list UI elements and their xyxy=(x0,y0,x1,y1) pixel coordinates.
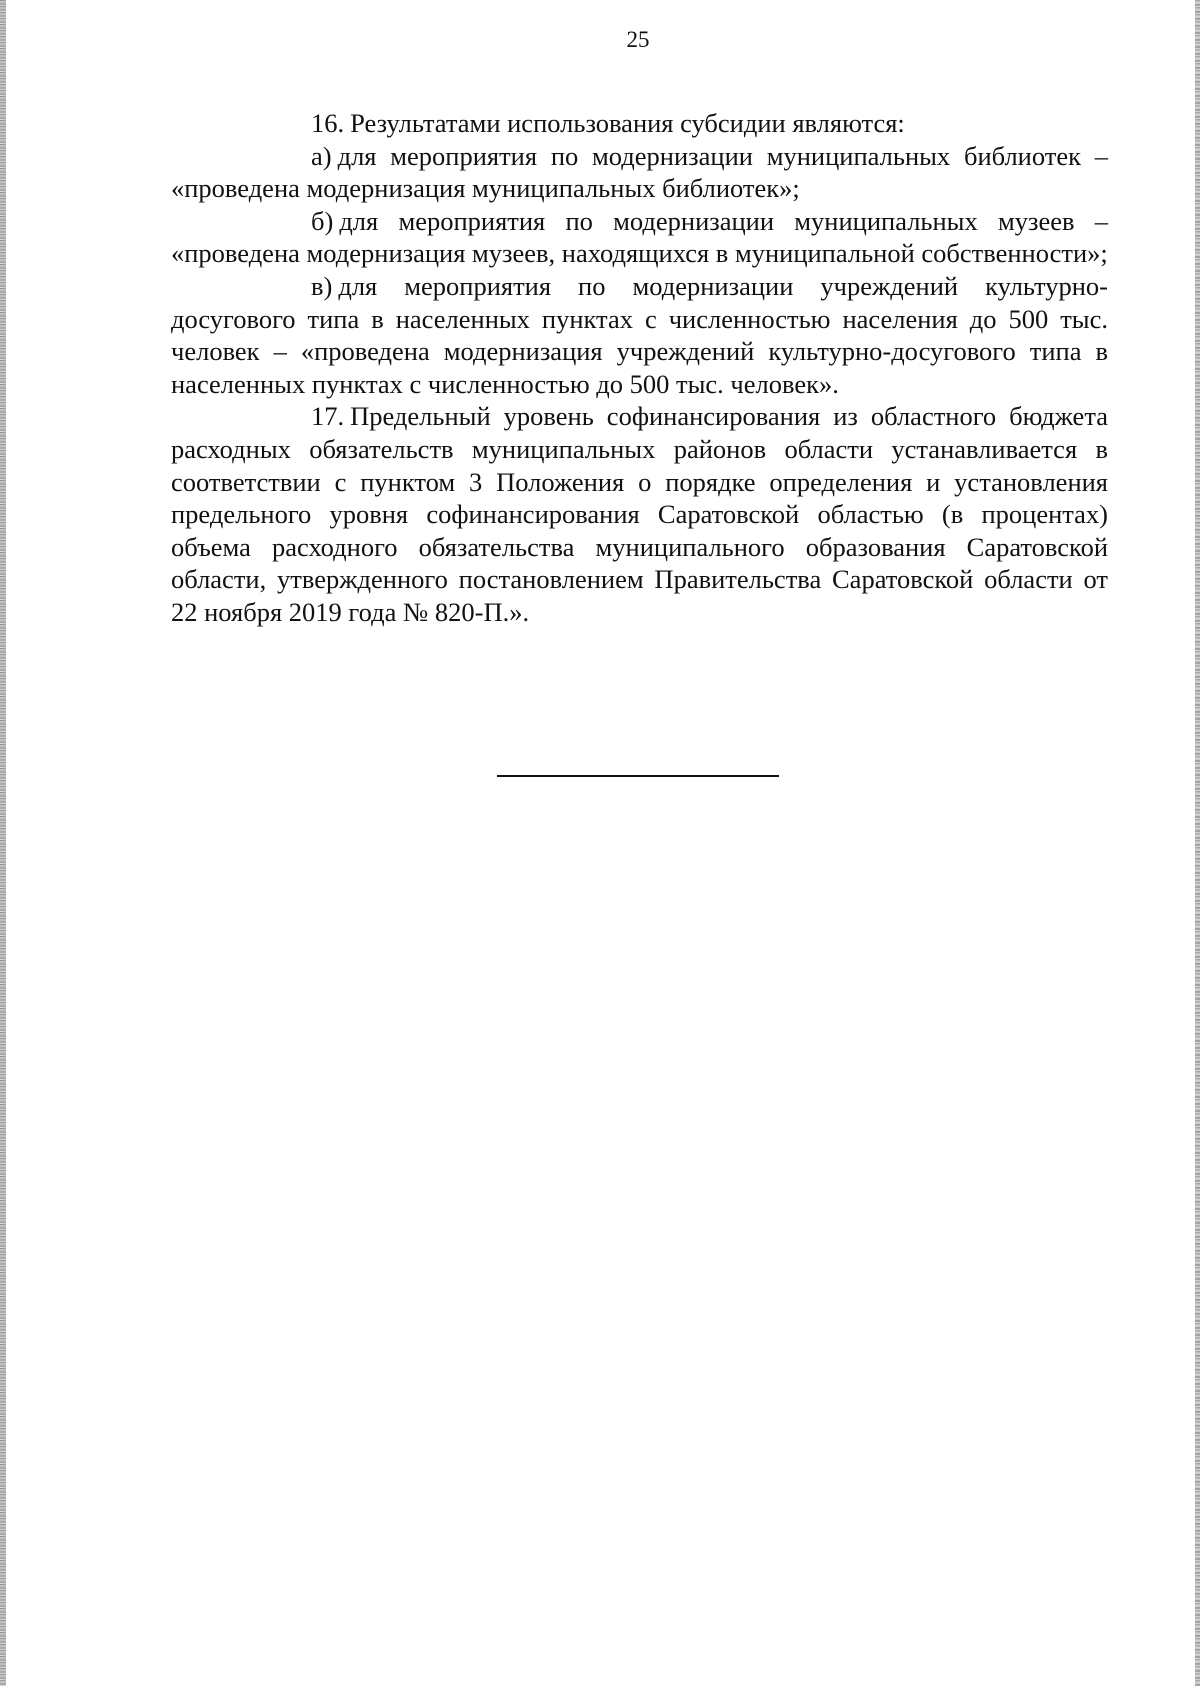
closing-divider-line xyxy=(497,775,779,777)
scan-edge-left xyxy=(0,0,6,1686)
item-label: а) xyxy=(311,140,332,171)
item-text: для мероприятия по модернизации учреждений культурно-досугового типа в населенных пунктах с численностью населения до 500 тыс. человек – «проведена модернизация учреждений культурно-досугового типа в населенных пунктах с численностью до 500 тыс. человек». xyxy=(171,270,1108,399)
paragraph-17 xyxy=(171,400,1108,628)
item-label: б) xyxy=(311,205,334,236)
paragraph-text: Результатами использования субсидии являются: xyxy=(350,108,905,138)
paragraph-item-a xyxy=(171,140,1108,205)
item-label: в) xyxy=(311,270,333,301)
scan-edge-right xyxy=(1195,0,1200,1686)
page-number: 25 xyxy=(626,27,650,52)
paragraph-16 xyxy=(171,107,1108,140)
paragraph-text: Предельный уровень софинансирования из областного бюджета расходных обязательств муниципальных районов области устанавливается в соответствии с пунктом 3 Положения о порядке определения и установления предельного уровня софинансирования Саратовской областью (в процентах) объема расходного обязательства муниципального образования Саратовской области, утвержденного постановлением Правительства Саратовской области от 22 ноября 2019 года № 820-П.». xyxy=(171,401,1108,627)
item-text: для мероприятия по модернизации муниципальных музеев – «проведена модернизация музеев, находящихся в муниципальной собственности»; xyxy=(171,205,1108,269)
paragraph-item-v xyxy=(171,270,1108,400)
document-body xyxy=(171,107,1108,629)
paragraph-number: 16. xyxy=(311,108,345,138)
item-text: для мероприятия по модернизации муниципальных библиотек – «проведена модернизация муниципальных библиотек»; xyxy=(171,140,1108,204)
paragraph-number: 17. xyxy=(311,401,345,432)
paragraph-item-b xyxy=(171,205,1108,270)
